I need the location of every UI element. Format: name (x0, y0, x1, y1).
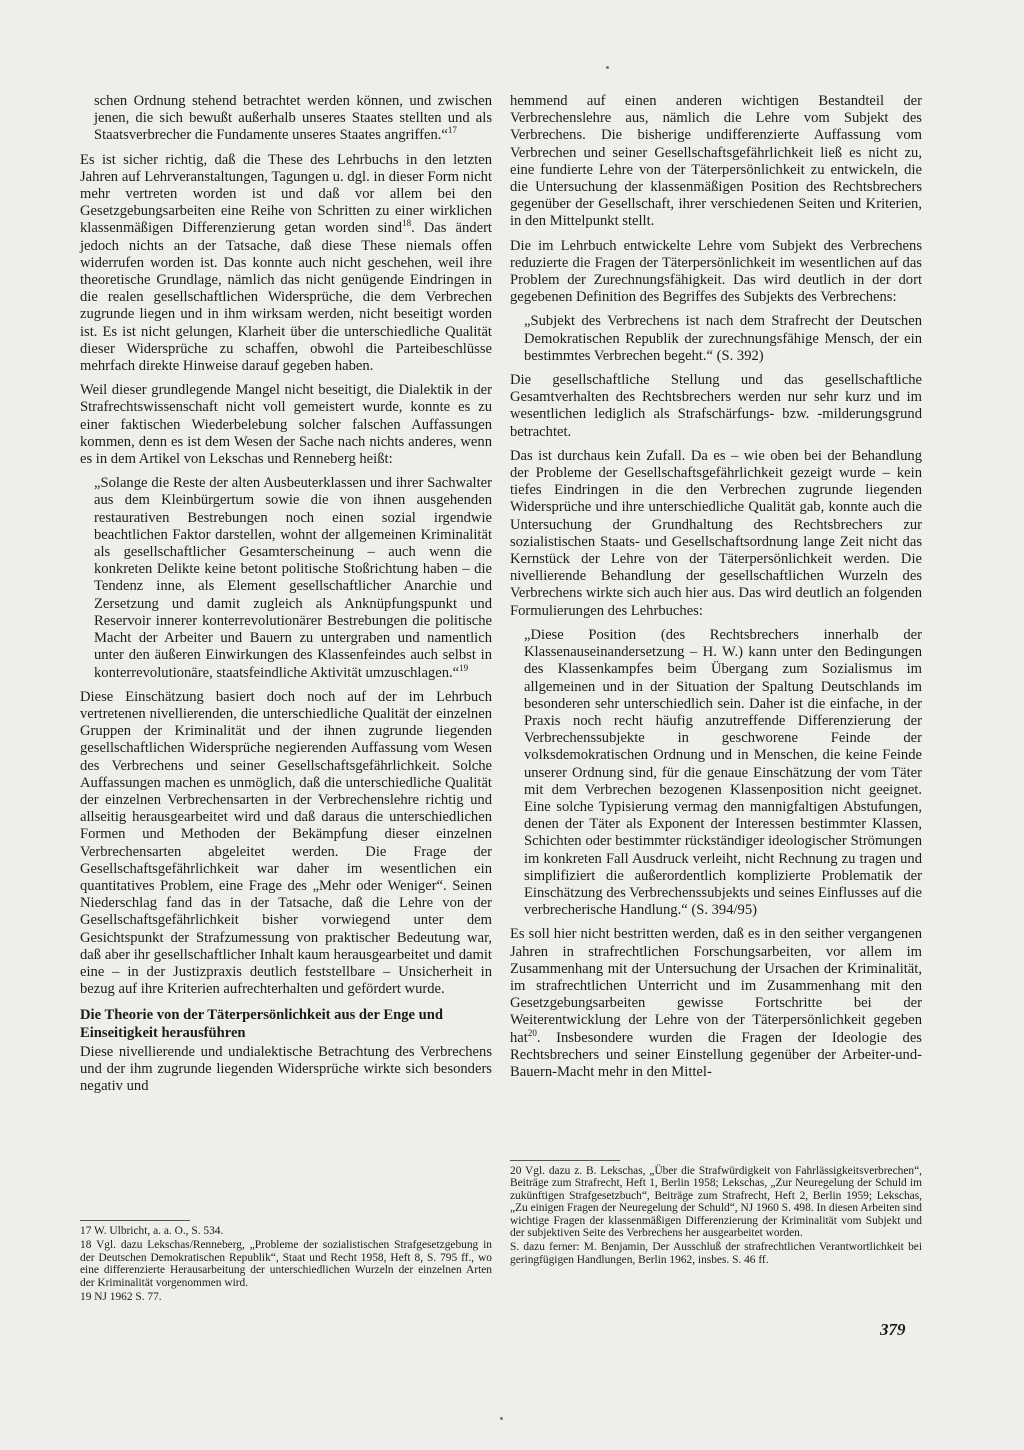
paragraph: Die gesellschaftliche Stellung und das gesellschaftliche Gesamtverhalten des Rechtsbrechers werden nur sehr kurz und im wesentlichen lediglich als Strafschärfungs- bzw. -milderungsgrund betrachtet. (510, 372, 922, 440)
block-quote: „Diese Position (des Rechtsbrechers innerhalb der Klassenauseinandersetzung – H. W.) kann unter den Bedingungen des Klassenkampfes beim Übergang zum Sozialismus im allgemeinen und in der Situation der Spaltung Deutschlands im besonderen sehr unterschiedlich sein. Daher ist die einfache, in der Praxis noch recht häufig anzutreffende Differenzierung der Verbrechenssubjekte in geschworene Feinde der volksdemokratischen Ordnung und in Menschen, die keine Feinde unserer Ordnung sind, für die genaue Einschätzung der vom Täter mit dem Verbrechen bezogenen Klassenposition nicht geeignet. Eine solche Typisierung vermag den mannigfaltigen Abstufungen, denen der Täter als Exponent der Interessen bestimmter Klassen, Schichten oder bestimmter rückständiger ideologischer Strömungen im konkreten Fall Ausdruck verleiht, nicht Rechnung zu tragen und simplifiziert die außerordentlich komplizierte Problematik der Einschätzung des Verbrechenssubjekts und seines Einflusses auf die verbrecherische Handlung.“ (S. 394/95) (524, 626, 922, 919)
footnote: 18 Vgl. dazu Lekschas/Renneberg, „Probleme der sozialistischen Strafgesetzgebung in der Deutschen Demokratischen Republik“, Staat und Recht 1958, Heft 8, S. 795 ff., wo eine differenzierte Herausarbeitung der unterschiedlichen Wurzeln der einzelnen Arten der Kriminalität vorgenommen wird. (80, 1239, 492, 1289)
footnotes-left (80, 1216, 492, 1305)
left-column (80, 93, 492, 1102)
block-quote: „Solange die Reste der alten Ausbeuterklassen und ihrer Sachwalter aus dem Kleinbürgertum sowie die von ihnen ausgehenden restaurativen Bestrebungen noch einen sozial irgendwie beachtlichen Faktor darstellen, wohnt der allgemeinen Kriminalität als gesellschaftlicher Gesamterscheinung – auch wenn die konkreten Delikte keine betont politische Stoßrichtung haben – die Tendenz inne, als Element gesellschaftlicher Anarchie und Zersetzung und damit zugleich als Anknüpfungspunkt und Reservoir innerer konterrevolutionärer Bestrebungen die politische Macht der Arbeiter und Bauern zu untergraben und namentlich unter den äußeren Einwirkungen des Klassenfeindes auch selbst in konterrevolutionäre, staatsfeindliche Aktivität umzuschlagen.“$^{19}$ (94, 475, 492, 681)
paragraph: schen Ordnung stehend betrachtet werden können, und zwischen jenen, die sich bewußt außerhalb unseres Staates stellten und als Staatsverbrecher die Fundamente unseres Staates angriffen.“$^{17}$ (94, 93, 492, 144)
paragraph: Das ist durchaus kein Zufall. Da es – wie oben bei der Behandlung der Probleme der Gesellschaftsgefährlichkeit gezeigt wurde – kein tiefes Eindringen in die den Verbrechen zugrunde liegenden Widersprüche und ihre unterschiedliche Qualität gab, konnte auch die Untersuchung der Grundhaltung des Rechtsbrechers zur sozialistischen Staats- und Gesellschaftsordnung lange Zeit nicht das Kernstück der Lehre von der Täterpersönlichkeit werden. Die nivellierende Behandlung der gesellschaftlichen Wurzeln des Verbrechens wirkte sich auch hier aus. Das wird deutlich an folgenden Formulierungen des Lehrbuches: (510, 447, 922, 619)
footnotes-right (510, 1156, 922, 1268)
paragraph: Es ist sicher richtig, daß die These des Lehrbuchs in den letzten Jahren auf Lehrveranstaltungen, Tagungen u. dgl. in dieser Form nicht mehr vertreten worden ist und daß vor allem bei den Gesetzgebungsarbeiten eine Reihe von Schritten zu einer wirklichen klassenmäßigen Differenzierung getan worden sind$^{18}$. Das ändert jedoch nichts an der Tatsache, daß diese These niemals offen widerrufen worden ist. Das konnte auch nicht geschehen, weil ihre theoretische Grundlage, nämlich das nicht genügende Eindringen in die realen gesellschaftlichen Widersprüche, die dem Verbrechen zugrunde liegen und in ihm wirksam werden, nicht beseitigt worden ist. Es ist nicht gelungen, Klarheit über die unterschiedliche Qualität dieser Widersprüche zu schaffen, obwohl die Parteibeschlüsse mehrfach direkte Hinweise darauf gegeben haben. (80, 151, 492, 375)
paragraph: Diese Einschätzung basiert doch noch auf der im Lehrbuch vertretenen nivellierenden, die unterschiedliche Qualität der einzelnen Gruppen der Kriminalität und der ihnen zugrunde liegenden gesellschaftlichen Widersprüche negierenden Auffassung vom Wesen des Verbrechens und seiner Gesellschaftsgefährlichkeit. Solche Auffassungen machen es unmöglich, daß die unterschiedliche Qualität der einzelnen Verbrechensarten in der Verbrechenslehre richtig und allseitig herausgearbeitet wird und daß daraus die unterschiedlichen Formen und Methoden der Bekämpfung dieser einzelnen Verbrechensarten abgeleitet werden. Die Frage der Gesellschaftsgefährlichkeit war daher im wesentlichen ein quantitatives Problem, eine Frage des „Mehr oder Weniger“. Seinen Niederschlag fand das in der Tatsache, daß die Lehre von der Gesellschaftsgefährlichkeit bisher vorwiegend unter dem Gesichtspunkt der Strafzumessung von praktischer Bedeutung war, daß aber ihr gesellschaftlicher Inhalt kaum herausgearbeitet und damit eine – in der Justizpraxis deutlich feststellbare – Unsicherheit in bezug auf ihre Kriterien aufrechterhalten und gefördert wurde. (80, 688, 492, 998)
footnote-divider (510, 1160, 620, 1161)
paragraph: Weil dieser grundlegende Mangel nicht beseitigt, die Dialektik in der Strafrechtswissenschaft nicht voll gemeistert wurde, konnte es zu einer faktischen Wiederbelebung solcher falschen Auffassungen kommen, denn es ist dem Wesen der Sache nach nichts anderes, wenn es in dem Artikel von Lekschas und Renneberg heißt: (80, 382, 492, 468)
scan-speck (500, 1417, 503, 1420)
paragraph: Die im Lehrbuch entwickelte Lehre vom Subjekt des Verbrechens reduzierte die Fragen der Täterpersönlichkeit im wesentlichen auf das Problem der Zurechnungsfähigkeit. Das wird deutlich in der dort gegebenen Definition des Begriffes des Subjekts des Verbrechens: (510, 237, 922, 306)
footnote: 20 Vgl. dazu z. B. Lekschas, „Über die Strafwürdigkeit von Fahrlässigkeitsverbrechen“, Beiträge zum Strafrecht, Heft 1, Berlin 1958; Lekschas, „Zur Neuregelung der Schuld im zukünftigen Strafgesetzbuch“, Beiträge zum Strafrecht, Heft 2, Berlin 1959; Lekschas, „Zu einigen Fragen der Neuregelung der Schuld“, NJ 1960 S. 498. In diesen Arbeiten sind wichtige Fragen der klassenmäßigen Differenzierung der Kriminalität vom Subjekt und der subjektiven Seite des Verbrechens her ausgearbeitet worden. (510, 1165, 922, 1240)
page-number: 379 (880, 1320, 906, 1339)
paragraph: Es soll hier nicht bestritten werden, daß es in den seither vergangenen Jahren in strafrechtlichen Forschungsarbeiten, vor allem im Zusammenhang mit der Untersuchung der Ursachen der Kriminalität, im strafrechtlichen Unterricht und im Zusammenhang mit den Gesetzgebungsarbeiten gewisse Fortschritte bei der Weiterentwicklung der Lehre von der Täterpersönlichkeit gegeben hat$^{20}$. Insbesondere wurden die Fragen der Ideologie des Rechtsbrechers und seiner Einstellung gegenüber der Arbeiter-und-Bauern-Macht mehr in den Mittel- (510, 926, 922, 1080)
footnote-divider (80, 1220, 190, 1221)
right-column (510, 93, 922, 1088)
footnote: 17 W. Ulbricht, a. a. O., S. 534. (80, 1225, 224, 1237)
footnote-ref: 19 (459, 662, 469, 673)
scan-speck (606, 66, 609, 69)
footnote-ref: 17 (447, 125, 457, 136)
block-quote: „Subjekt des Verbrechens ist nach dem Strafrecht der Deutschen Demokratischen Republik der zurechnungsfähige Mensch, der ein bestimmtes Verbrechen begeht.“ (S. 392) (524, 313, 922, 364)
footnote-ref: 18 (402, 218, 412, 229)
section-heading: Die Theorie von der Täterpersönlichkeit aus der Enge und Einseitigkeit herausführen (80, 1007, 443, 1041)
footnote: 19 NJ 1962 S. 77. (80, 1291, 162, 1304)
paragraph: Diese nivellierende und undialektische Betrachtung des Verbrechens und der ihm zugrunde liegenden Widersprüche wirkte sich besonders negativ und (80, 1043, 492, 1095)
footnote-ref: 20 (527, 1027, 537, 1038)
paragraph: hemmend auf einen anderen wichtigen Bestandteil der Verbrechenslehre aus, nämlich die Lehre vom Subjekt des Verbrechens. Die bisherige undifferenzierte Auffassung vom Verbrechen und seiner Gesellschaftsgefährlichkeit ließ es nicht zu, eine fundierte Lehre von der Täterpersönlichkeit zu entwickeln, die die Untersuchung der klassenmäßigen Position des Rechtsbrechers gegenüber der Gesellschaft, ihrer verschiedenen Seiten und Kriterien, in den Mittelpunkt stellt. (510, 93, 922, 230)
footnote: S. dazu ferner: M. Benjamin, Der Ausschluß der strafrechtlichen Verantwortlichkeit bei geringfügigen Handlungen, Berlin 1962, insbes. S. 46 ff. (510, 1241, 922, 1266)
